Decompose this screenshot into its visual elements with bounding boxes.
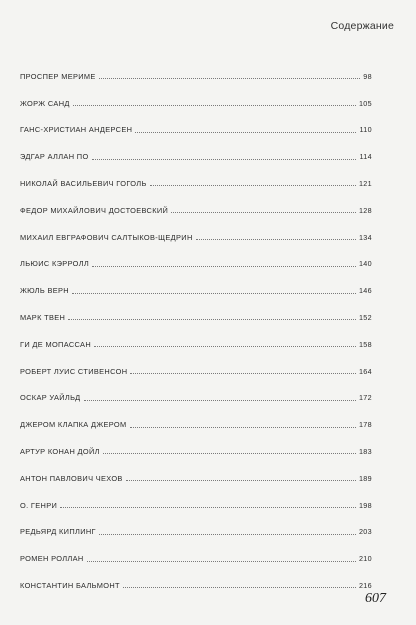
dot-leader <box>92 159 357 160</box>
toc-entry-page: 164 <box>358 366 372 376</box>
toc-entry-page: 110 <box>359 125 372 135</box>
dot-leader <box>135 132 356 133</box>
dot-leader <box>130 373 356 374</box>
toc-entry-title: АРТУР КОНАН ДОЙЛ <box>20 446 100 456</box>
toc-entry-page: 98 <box>363 71 372 81</box>
dot-leader <box>123 587 356 588</box>
toc-entry <box>20 567 372 594</box>
toc-entry-title: МАРК ТВЕН <box>20 312 66 322</box>
toc-entry <box>20 58 372 85</box>
toc-entry <box>20 246 372 273</box>
toc-entry <box>20 165 372 192</box>
dot-leader <box>94 346 356 347</box>
toc-entry-page: 216 <box>358 580 372 590</box>
toc-entry <box>20 433 372 460</box>
toc-entry-title: ГАНС-ХРИСТИАН АНДЕРСЕН <box>20 125 133 135</box>
toc-entry <box>20 540 372 567</box>
toc-entry-title: РЕДЬЯРД КИПЛИНГ <box>20 527 96 537</box>
toc-entry-title: РОБЕРТ ЛУИС СТИВЕНСОН <box>20 366 128 376</box>
dot-leader <box>92 266 356 267</box>
running-head-title: Содержание <box>330 20 394 32</box>
toc-entry-title: ГИ ДЕ МОПАССАН <box>20 339 92 349</box>
toc-entry-page: 198 <box>358 500 372 510</box>
toc-entry <box>20 219 372 246</box>
toc-entry <box>20 353 372 380</box>
toc-entry <box>20 487 372 514</box>
toc-entry-title: ЖЮЛЬ ВЕРН <box>20 286 69 296</box>
toc-entry <box>20 406 372 433</box>
dot-leader <box>130 427 356 428</box>
toc-entry <box>20 460 372 487</box>
toc-entry-page: 114 <box>359 152 372 162</box>
toc-entry <box>20 138 372 165</box>
toc-entry <box>20 299 372 326</box>
toc-entry-page: 152 <box>358 312 372 322</box>
toc-entry <box>20 192 372 219</box>
dot-leader <box>150 185 356 186</box>
toc-entry-page: 105 <box>358 98 372 108</box>
toc-entry <box>20 326 372 353</box>
toc-entry-page: 203 <box>358 527 372 537</box>
table-of-contents <box>20 58 372 594</box>
toc-entry <box>20 380 372 407</box>
toc-entry-title: РОМЕН РОЛЛАН <box>20 554 84 564</box>
dot-leader <box>68 319 356 320</box>
toc-entry-title: КОНСТАНТИН БАЛЬМОНТ <box>20 580 120 590</box>
toc-entry-title: ПРОСПЕР МЕРИМЕ <box>20 71 96 81</box>
toc-entry-title: ЛЬЮИС КЭРРОЛЛ <box>20 259 90 269</box>
dot-leader <box>196 239 356 240</box>
toc-entry-page: 172 <box>358 393 372 403</box>
toc-entry-page: 134 <box>358 232 372 242</box>
toc-entry-title: НИКОЛАЙ ВАСИЛЬЕВИЧ ГОГОЛЬ <box>20 178 147 188</box>
dot-leader <box>171 212 356 213</box>
dot-leader <box>99 78 361 79</box>
toc-entry-title: ЖОРЖ САНД <box>20 98 70 108</box>
dot-leader <box>72 293 356 294</box>
toc-entry-page: 189 <box>358 473 372 483</box>
toc-entry <box>20 514 372 541</box>
toc-entry-title: МИХАИЛ ЕВГРАФОВИЧ САЛТЫКОВ-ЩЕДРИН <box>20 232 193 242</box>
toc-entry-title: АНТОН ПАВЛОВИЧ ЧЕХОВ <box>20 473 123 483</box>
toc-entry-page: 178 <box>358 420 372 430</box>
toc-entry <box>20 112 372 139</box>
toc-entry <box>20 85 372 112</box>
toc-entry-page: 158 <box>358 339 372 349</box>
toc-entry-page: 210 <box>358 554 372 564</box>
page-number: 607 <box>365 591 386 606</box>
dot-leader <box>103 453 356 454</box>
toc-entry <box>20 272 372 299</box>
dot-leader <box>60 507 356 508</box>
toc-entry-page: 140 <box>358 259 372 269</box>
toc-entry-title: ЭДГАР АЛЛАН ПО <box>20 152 89 162</box>
toc-entry-page: 121 <box>358 178 372 188</box>
toc-entry-page: 183 <box>358 446 372 456</box>
toc-entry-title: ДЖЕРОМ КЛАПКА ДЖЕРОМ <box>20 420 127 430</box>
dot-leader <box>73 105 356 106</box>
dot-leader <box>84 400 356 401</box>
toc-entry-page: 128 <box>358 205 372 215</box>
toc-entry-page: 146 <box>358 286 372 296</box>
toc-entry-title: ОСКАР УАЙЛЬД <box>20 393 81 403</box>
dot-leader <box>99 534 356 535</box>
toc-entry-title: ФЕДОР МИХАЙЛОВИЧ ДОСТОЕВСКИЙ <box>20 205 169 215</box>
dot-leader <box>87 561 356 562</box>
toc-entry-title: О. ГЕНРИ <box>20 500 58 510</box>
dot-leader <box>126 480 356 481</box>
